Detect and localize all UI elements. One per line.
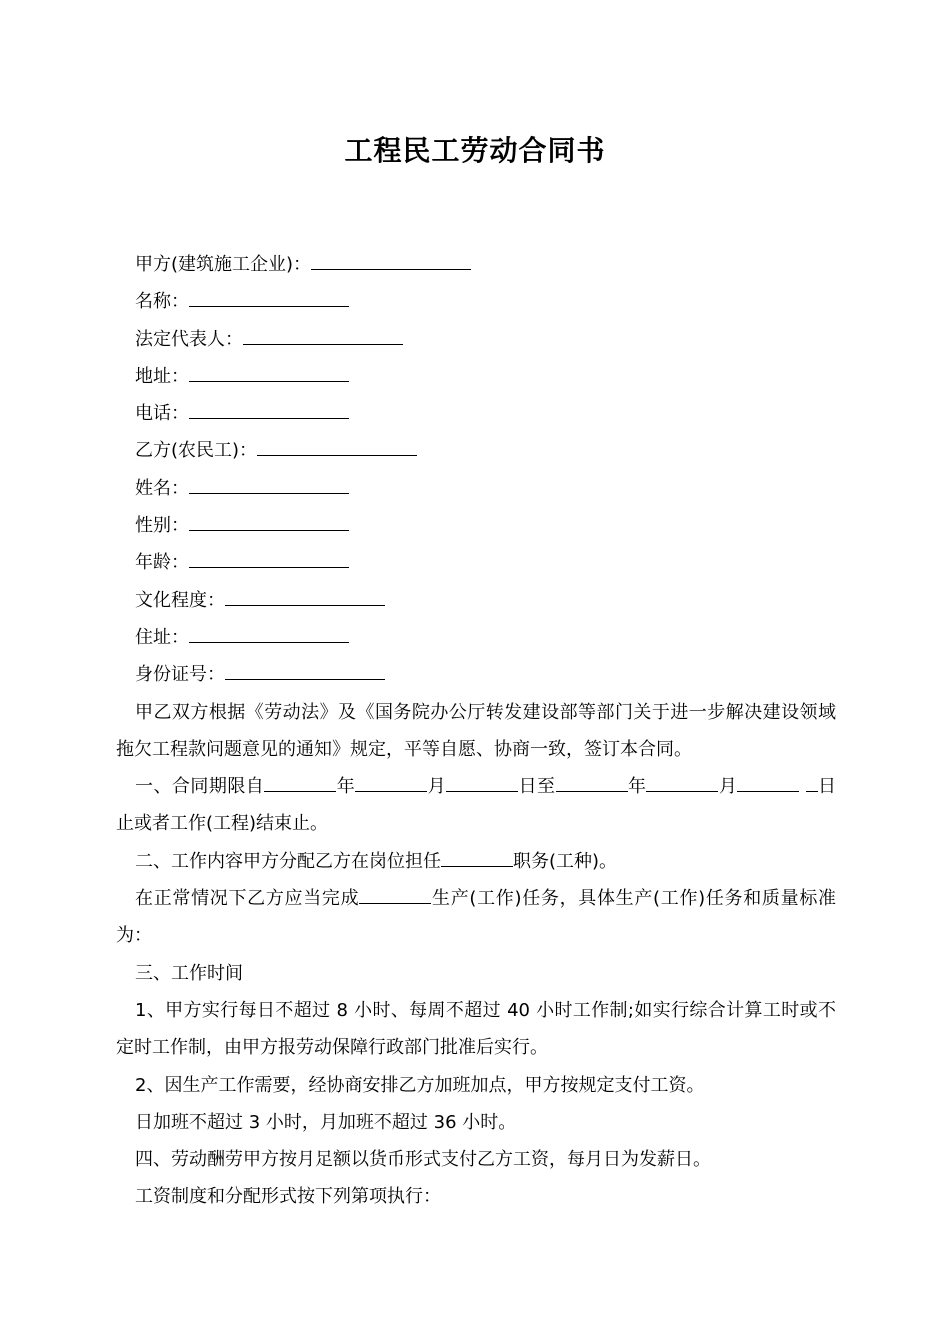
contract-term-paragraph: [116, 768, 836, 843]
field-age: [116, 544, 836, 581]
task-prefix: 在正常情况下乙方应当完成: [135, 888, 360, 910]
fill-in-blank: [189, 626, 349, 643]
field-label: 住址：: [135, 626, 189, 648]
field-label: 甲方(建筑施工企业)：: [135, 254, 312, 275]
field-label: 地址：: [135, 365, 189, 387]
fill-in-blank: [243, 328, 403, 345]
overtime-item: 2、因生产工作需要，经协商安排乙方加班加点，甲方按规定支付工资。: [135, 1074, 705, 1096]
wage-system-paragraph: 工资制度和分配形式按下列第项执行：: [135, 1186, 441, 1208]
fill-in-blank: [737, 775, 799, 792]
document-title: 工程民工劳动合同书: [344, 134, 606, 167]
fill-in-blank: [189, 514, 349, 531]
field-residence: [116, 619, 836, 656]
field-party-a: [116, 246, 836, 283]
term-suffix: 日止或者工作(工程)结束止。: [116, 776, 837, 835]
field-label: 电话：: [135, 403, 189, 425]
fill-in-blank: [189, 365, 349, 382]
remuneration-paragraph: 四、劳动酬劳甲方按月足额以货币形式支付乙方工资，每月日为发薪日。: [135, 1149, 711, 1171]
field-party-b: [116, 432, 836, 469]
field-label: 性别：: [135, 515, 189, 537]
field-label: 年龄：: [135, 552, 189, 574]
fill-in-blank: [359, 887, 431, 904]
content-prefix: 二、工作内容甲方分配乙方在岗位担任: [135, 850, 441, 872]
fill-in-blank: [189, 402, 349, 419]
task-suffix: 生产(工作)任务，具体生产(工作)任务和质量标准为：: [116, 888, 837, 947]
field-label: 法定代表人：: [135, 328, 243, 350]
fill-in-blank: [311, 253, 471, 270]
fill-in-blank: [556, 775, 628, 792]
content-suffix: 职务(工种)。: [513, 850, 618, 872]
field-full-name: [116, 470, 836, 507]
field-label: 姓名：: [135, 477, 189, 499]
work-hours-item: 1、甲方实行每日不超过 8 小时、每周不超过 40 小时工作制;如实行综合计算工时或不定时工作制，由甲方报劳动保障行政部门批准后实行。: [116, 999, 836, 1059]
fill-in-blank: [646, 775, 718, 792]
field-label: 乙方(农民工)：: [135, 440, 258, 462]
fill-in-blank: [806, 775, 818, 792]
section-heading: 三、工作时间: [135, 962, 243, 984]
fill-in-blank: [189, 551, 349, 568]
fill-in-blank: [446, 775, 518, 792]
field-gender: [116, 507, 836, 544]
field-legal-rep: [116, 321, 836, 358]
fill-in-blank: [225, 663, 385, 680]
field-education: [116, 582, 836, 619]
task-paragraph: [116, 880, 836, 955]
field-address: [116, 358, 836, 395]
field-label: 身份证号：: [135, 664, 225, 686]
fill-in-blank: [355, 775, 427, 792]
term-day-to-label: 日至: [518, 776, 556, 798]
field-name: [116, 283, 836, 320]
fill-in-blank: [264, 775, 336, 792]
field-id-number: [116, 656, 836, 693]
field-phone: [116, 395, 836, 432]
fill-in-blank: [225, 589, 385, 606]
term-year-label: 年: [627, 776, 647, 798]
intro-paragraph: 甲乙双方根据《劳动法》及《国务院办公厅转发建设部等部门关于进一步解决建设领域拖欠工程款问题意见的通知》规定，平等自愿、协商一致，签订本合同。: [116, 701, 836, 760]
term-month-label: 月: [427, 776, 447, 798]
fill-in-blank: [189, 290, 349, 307]
term-prefix: 一、合同期限自: [135, 776, 265, 798]
contract-body: [116, 246, 836, 1216]
fill-in-blank: [189, 477, 349, 494]
fill-in-blank: [441, 850, 513, 867]
term-month-label: 月: [718, 776, 738, 798]
term-year-label: 年: [336, 776, 356, 798]
fill-in-blank: [257, 439, 417, 456]
overtime-limit: 日加班不超过 3 小时，月加班不超过 36 小时。: [135, 1111, 517, 1133]
field-label: 文化程度：: [135, 589, 225, 611]
work-content-paragraph: [116, 843, 836, 880]
field-label: 名称：: [135, 291, 189, 313]
